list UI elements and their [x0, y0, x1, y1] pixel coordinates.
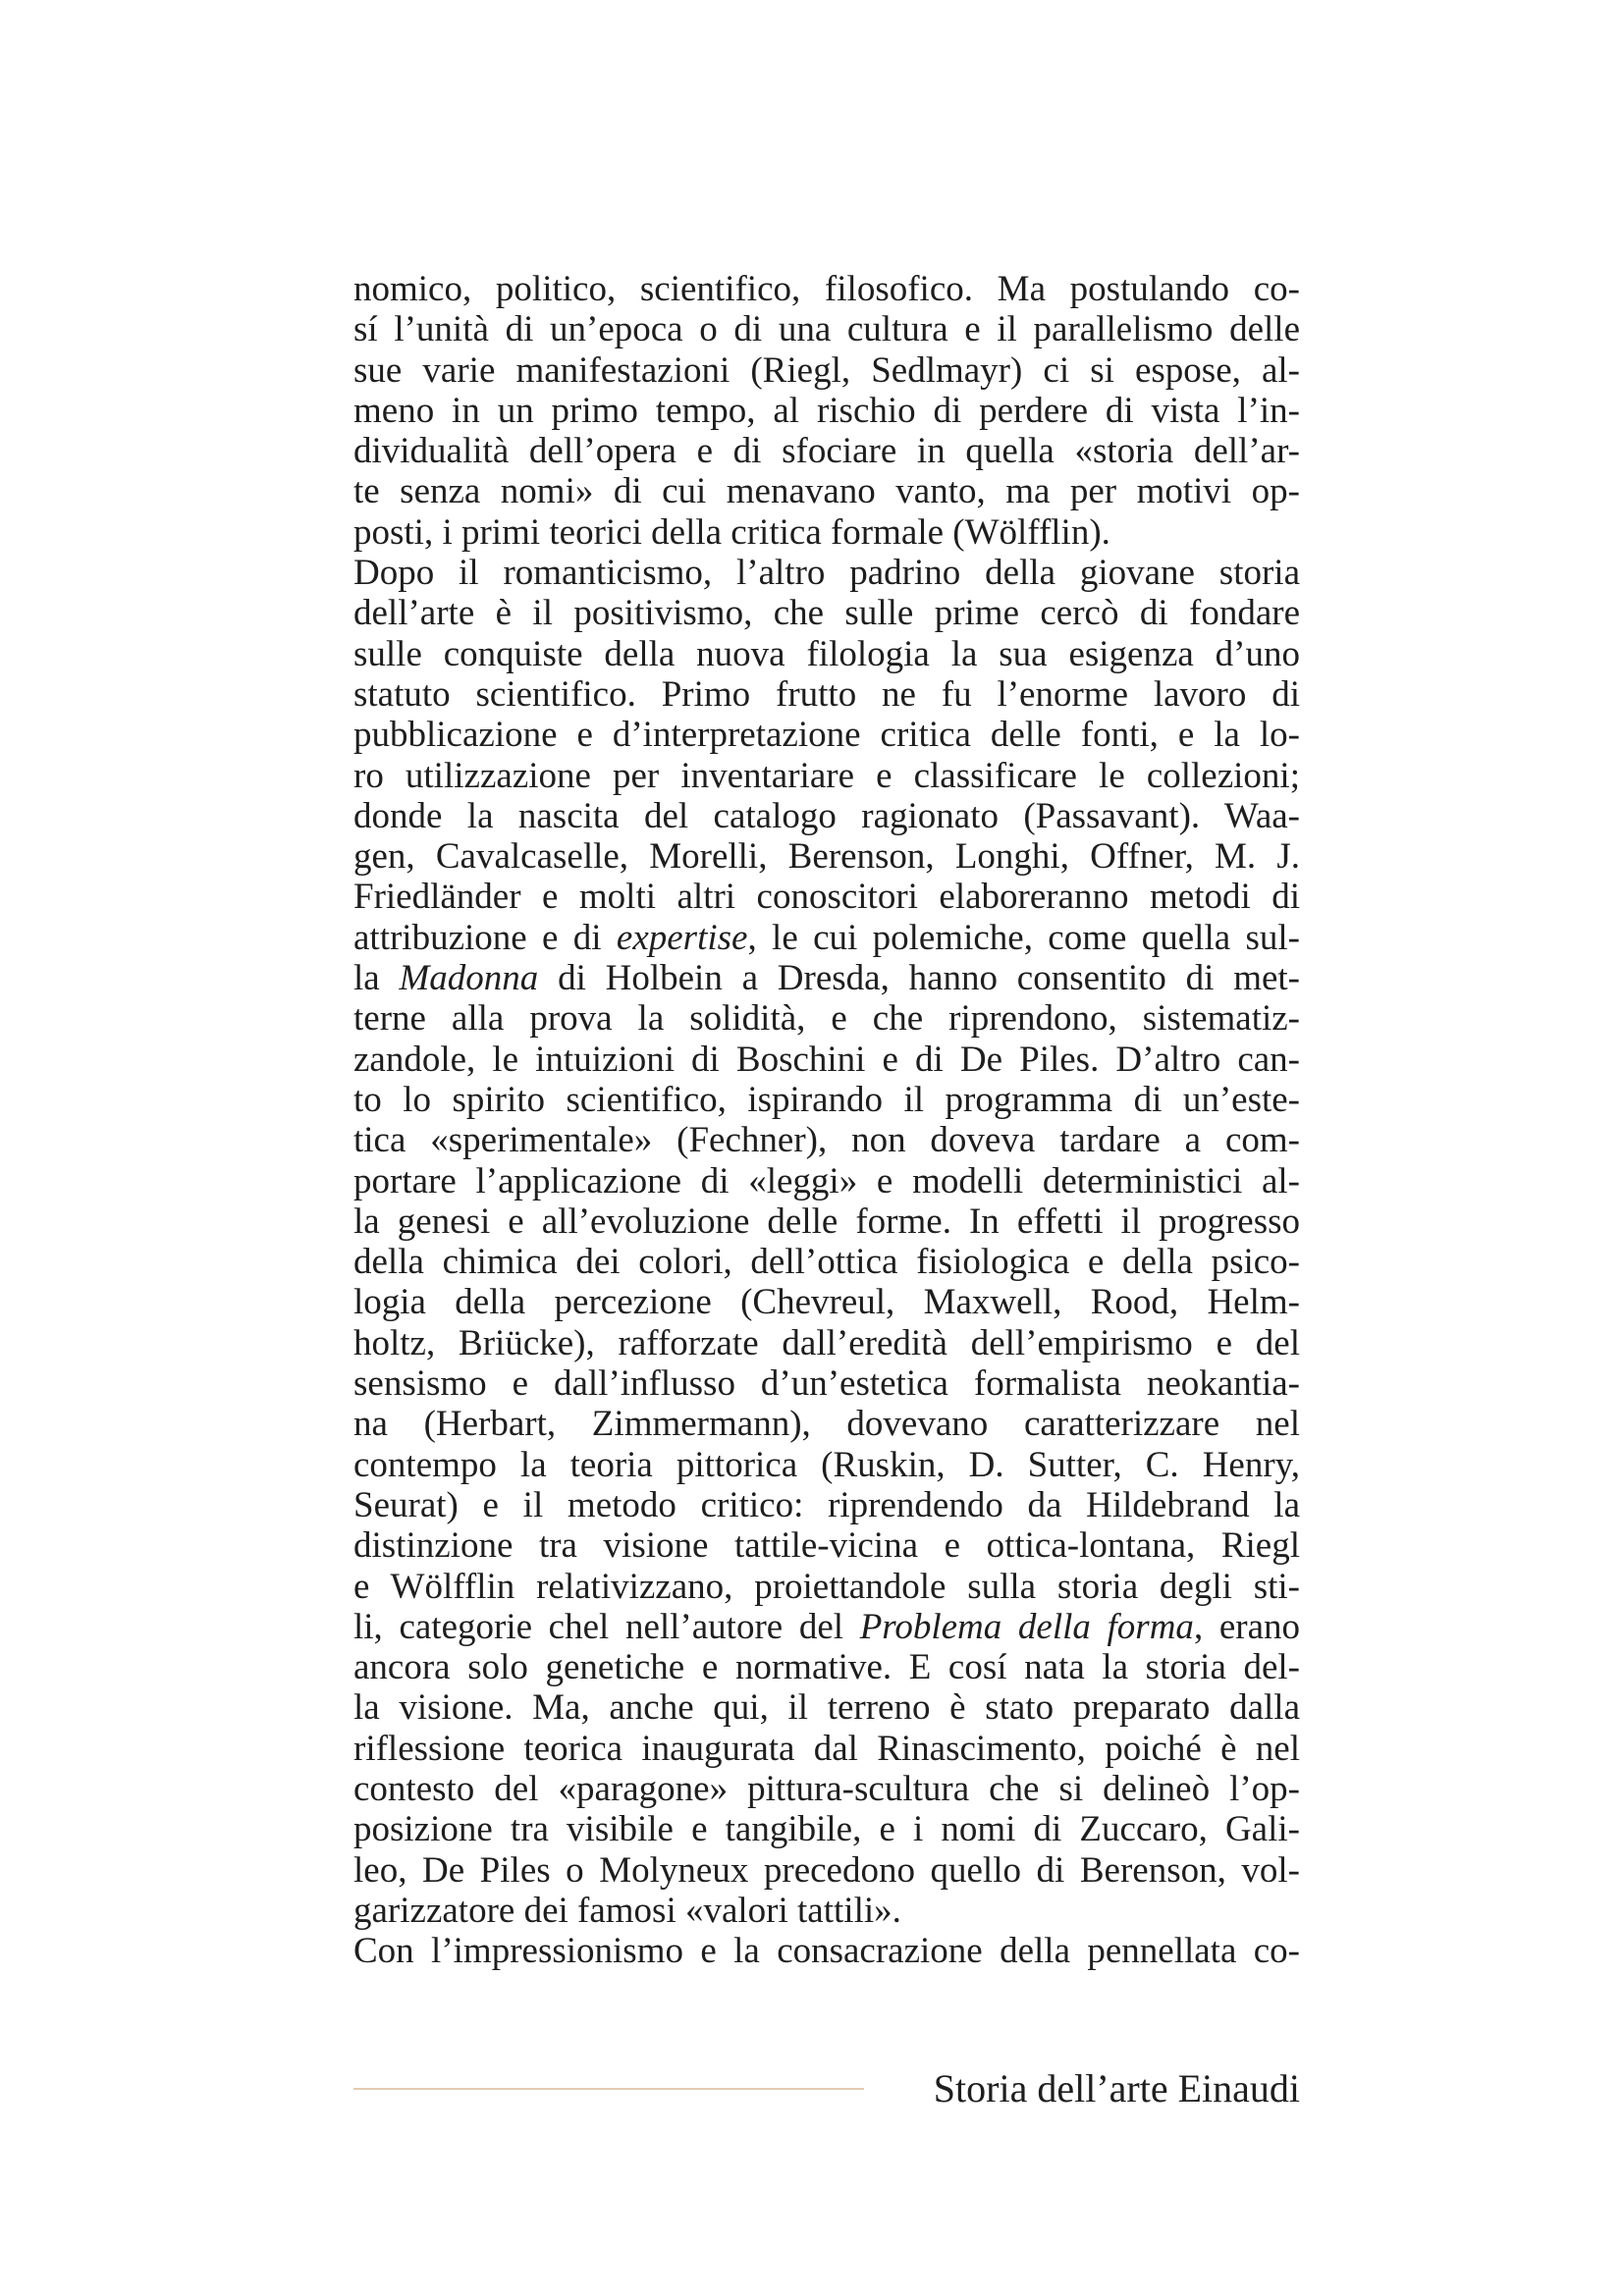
text-segment: li, categorie chel nell’autore del: [353, 1606, 860, 1647]
text-segment: di Holbein a Dresda, hanno consentito di met-: [538, 958, 1301, 999]
text-line: garizzatore dei famosi «valori tattili».: [353, 1890, 901, 1931]
text-segment: , erano: [1193, 1606, 1300, 1647]
text-line: dell’arte è il positivismo, che sulle prime cercò di fondare: [353, 593, 1300, 634]
text-line: e Wölfflin relativizzano, proiettandole sulla storia degli sti-: [353, 1566, 1300, 1607]
text-line: statuto scientifico. Primo frutto ne fu l’enorme lavoro di: [353, 673, 1300, 715]
text-line: te senza nomi» di cui menavano vanto, ma per motivi op-: [353, 471, 1300, 512]
text-segment: attribuzione e di: [353, 917, 617, 958]
text-segment: la: [353, 958, 400, 999]
text-line: pubblicazione e d’interpretazione critica delle fonti, e la lo-: [353, 715, 1300, 756]
text-segment: , le cui polemiche, come quella sul-: [747, 917, 1300, 958]
text-line: gen, Cavalcaselle, Morelli, Berenson, Longhi, Offner, M. J.: [353, 836, 1300, 878]
body-text: [353, 269, 1300, 1971]
text-line: leo, De Piles o Molyneux precedono quello di Berenson, vol-: [353, 1849, 1300, 1891]
text-line: riflessione teorica inaugurata dal Rinascimento, poiché è nel: [353, 1728, 1300, 1769]
text-line: dividualità dell’opera e di sfociare in quella «storia dell’ar-: [353, 431, 1300, 472]
text-line: portare l’applicazione di «leggi» e modelli deterministici al-: [353, 1160, 1300, 1201]
text-line: sulle conquiste della nuova filologia la sua esigenza d’uno: [353, 633, 1300, 674]
text-line: [353, 958, 1300, 998]
italic-title: Madonna: [399, 958, 539, 999]
text-line: contempo la teoria pittorica (Ruskin, D. Sutter, C. Henry,: [353, 1444, 1300, 1485]
text-line: meno in un primo tempo, al rischio di perdere di vista l’in-: [353, 390, 1300, 431]
text-line: la visione. Ma, anche qui, il terreno è stato preparato dalla: [353, 1687, 1300, 1729]
text-line: Seurat) e il metodo critico: riprendendo da Hildebrand la: [353, 1484, 1300, 1525]
text-line: sí l’unità di un’epoca o di una cultura e il parallelismo delle: [353, 309, 1300, 350]
text-line: Con l’impressionismo e la consacrazione della pennellata co-: [353, 1931, 1300, 1972]
text-line: ancora solo genetiche e normative. E cosí nata la storia del-: [353, 1647, 1300, 1688]
footer-title: Storia dell’arte Einaudi: [933, 2066, 1300, 2110]
text-line: distinzione tra visione tattile-vicina e ottica-lontana, Riegl: [353, 1525, 1300, 1567]
text-line: posti, i primi teorici della critica formale (Wölfflin).: [353, 511, 1110, 553]
text-line: logia della percezione (Chevreul, Maxwell, Rood, Helm-: [353, 1282, 1300, 1323]
text-line: nomico, politico, scientifico, filosofico. Ma postulando co-: [353, 269, 1300, 309]
text-line: contesto del «paragone» pittura-scultura che si delineò l’op-: [353, 1768, 1300, 1809]
text-line: tica «sperimentale» (Fechner), non doveva tardare a com-: [353, 1120, 1300, 1161]
text-line: la genesi e all’evoluzione delle forme. In effetti il progresso: [353, 1201, 1300, 1242]
italic-title: expertise: [616, 917, 748, 958]
text-line: sensismo e dall’influsso d’un’estetica formalista neokantia-: [353, 1363, 1300, 1405]
text-line: zandole, le intuizioni di Boschini e di De Piles. D’altro can-: [353, 1039, 1300, 1080]
text-line: sue varie manifestazioni (Riegl, Sedlmayr) ci si espose, al-: [353, 349, 1300, 391]
text-line: posizione tra visibile e tangibile, e i nomi di Zuccaro, Gali-: [353, 1809, 1300, 1850]
italic-title: Problema della forma: [859, 1606, 1194, 1647]
text-line: holtz, Briücke), rafforzate dall’eredità dell’empirismo e del: [353, 1322, 1300, 1363]
text-line: donde la nascita del catalogo ragionato (Passavant). Waa-: [353, 795, 1300, 836]
footer-rule: [353, 2088, 864, 2090]
text-line: Friedländer e molti altri conoscitori elaboreranno metodi di: [353, 877, 1300, 918]
text-line: na (Herbart, Zimmermann), dovevano caratterizzare nel: [353, 1404, 1300, 1445]
text-line: ro utilizzazione per inventariare e classificare le collezioni;: [353, 755, 1300, 796]
text-line: della chimica dei colori, dell’ottica fisiologica e della psico-: [353, 1242, 1300, 1283]
text-line: Dopo il romanticismo, l’altro padrino della giovane storia: [353, 553, 1300, 594]
text-line: to lo spirito scientifico, ispirando il programma di un’este-: [353, 1079, 1300, 1120]
text-line: [353, 1607, 1300, 1647]
text-line: terne alla prova la solidità, e che riprendono, sistematiz-: [353, 998, 1300, 1040]
text-line: [353, 918, 1300, 958]
